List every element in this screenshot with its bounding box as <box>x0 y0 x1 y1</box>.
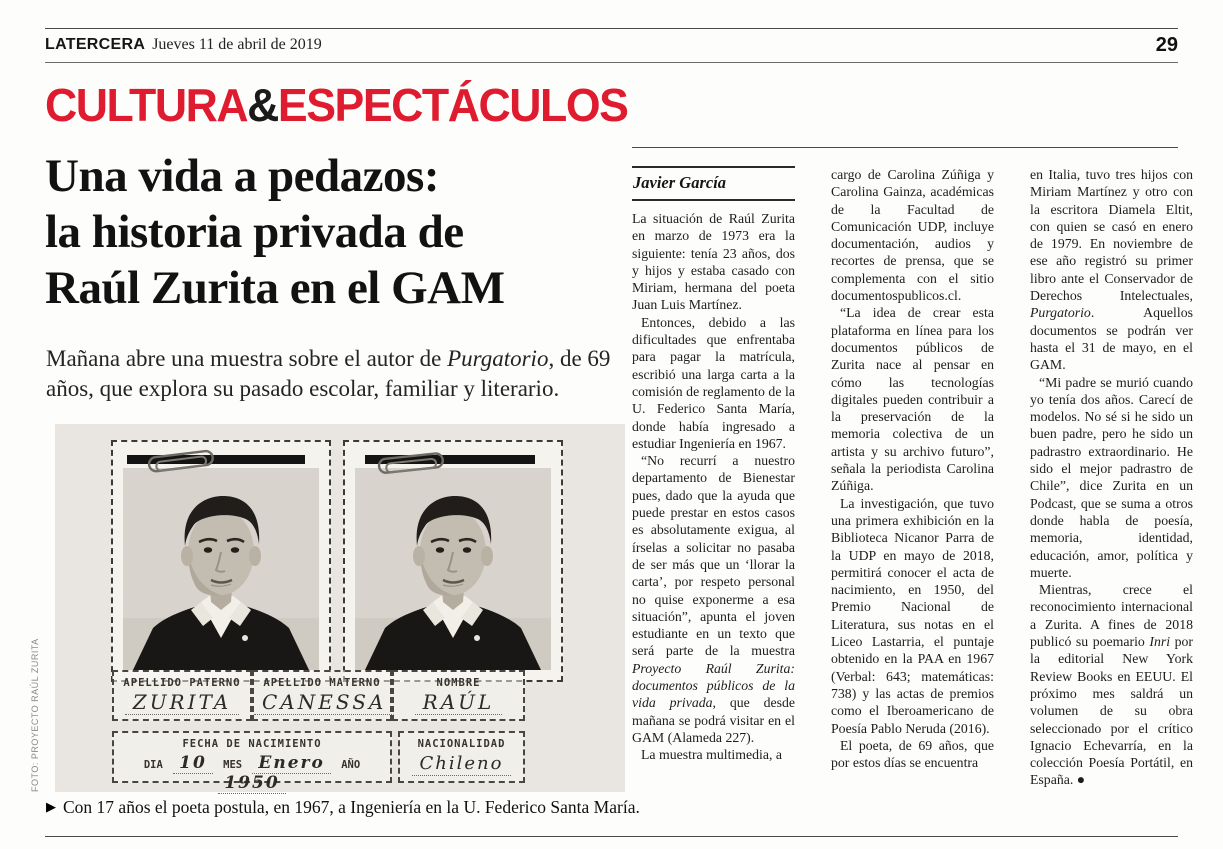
photo-caption <box>46 797 640 818</box>
article-paragraph: cargo de Carolina Zúñiga y Carolina Gainza, académicas de la Facultad de Comunicación UDP, incluye documentación, audios y recortes de prensa, que se complementa con el sitio documentospublicos.cl. <box>831 167 994 304</box>
section-title-part1: CULTURA <box>45 79 248 131</box>
form-field-apellido-paterno <box>112 670 252 721</box>
field-value-handwritten: ZURITA <box>125 691 239 715</box>
field-label: NACIONALIDAD <box>417 738 506 750</box>
form-field-fecha-nacimiento <box>112 731 392 793</box>
article-paragraph: La investigación, que tuvo una primera exhibición en la Biblioteca Nicanor Parra de la UDP en mayo de 2018, permitirá conocer el acta de nacimiento, en 1950, del Premio Nacional de Literatura, sus notas en el Liceo Lastarria, el puntaje obtenido en la PAA en 1967 (Verbal: 643; matemáticas: 738) y las actas de premios como el Iberoamericano de Poesía Pablo Neruda (2016). <box>831 495 994 736</box>
dob-month-label: MES <box>223 759 243 771</box>
zurita-portrait-right <box>355 468 551 670</box>
article-paragraph: Entonces, debido a las dificultades que enfrentaba para pagar la matrícula, escribió una larga carta a la comisión de reglamento de la U. Federico Santa María, donde había ingresado a estudiar Ingeniería en 1967. <box>632 314 795 451</box>
id-photo-right <box>343 440 563 682</box>
article-paragraph: Mientras, crece el reconocimiento internacional a Zurita. A fines de 2018 publicó su poemario Inri por la editorial New York Review Books en EEUU. El próximo mes saldrá un volumen de su obra seleccionado por el crítico Ignacio Echevarría, en la colección Poesía Portátil, en España. ● <box>1030 582 1193 788</box>
dob-month-value: Enero <box>252 754 330 774</box>
field-value-handwritten: Chileno <box>412 752 512 776</box>
article-top-rule <box>632 147 1178 148</box>
column-3-text <box>1030 166 1193 789</box>
headline-line-3: Raúl Zurita en el GAM <box>45 262 505 314</box>
masthead-bottom-rule <box>45 62 1178 63</box>
newspaper-brand: LATERCERA <box>45 36 146 53</box>
field-value-handwritten: CANESSA <box>254 691 394 715</box>
headline-line-1: Una vida a pedazos: <box>45 150 439 202</box>
article-column-3 <box>1030 166 1193 822</box>
form-field-nombre <box>392 670 525 721</box>
zurita-portrait-left <box>123 468 319 670</box>
section-title-part2: ESPECTÁCULOS <box>277 79 628 131</box>
byline-rule-bottom <box>632 199 795 201</box>
field-label: APELLIDO MATERNO <box>263 677 381 689</box>
caption-text: Con 17 años el poeta postula, en 1967, a Ingeniería en la U. Federico Santa María. <box>63 797 640 817</box>
section-title-ampersand: & <box>247 79 278 131</box>
article-paragraph: en Italia, tuvo tres hijos con Miriam Martínez y otro con la escritora Diamela Eltit, con quien se casó en enero de 1979. En noviembre de ese año registró su primer libro ante el Conservador de Derechos Intelectuales, Purgatorio. Aquellos documentos se podrán ver hasta el 31 de mayo, en el GAM. <box>1030 167 1193 373</box>
form-field-apellido-materno <box>252 670 392 721</box>
field-value-handwritten: RAÚL <box>415 691 503 715</box>
article-paragraph: La muestra multimedia, a <box>641 747 782 763</box>
field-label: NOMBRE <box>436 677 481 689</box>
section-title <box>45 78 627 132</box>
bottom-rule <box>45 836 1178 837</box>
photo-credit: FOTO: PROYECTO RAÚL ZURITA <box>30 638 40 792</box>
page-number: 29 <box>1155 34 1178 56</box>
article-paragraph: “Mi padre se murió cuando yo tenía dos años. Carecí de modelos. No sé si he sido un buen padre, pero he sido un padrastro extraordinario. He sido el mejor padrastro de Chile”, dice Zurita en un Podcast, que se suma a otros donde habla de poesía, memoria, identidad, educación, amor, política y muerte. <box>1030 374 1193 580</box>
dob-year-value: 1950 <box>218 774 285 794</box>
article-paragraph: “No recurrí a nuestro departamento de Bienestar pues, dado que la ayuda que puede prestar en estos casos es absolutamente exigua, al írselas a solicitar no pasaba de ser más que un ‘llorar la carta’, por respeto personal no quise exponerme a esa situación”, apunta el joven estudiante en un texto que será parte de la muestra Proyecto Raúl Zurita: documentos públicos de la vida privada, que desde mañana se podrá visitar en el GAM (Alameda 227). <box>632 453 795 745</box>
dob-year-label: AÑO <box>341 759 361 771</box>
dob-day-value: 10 <box>173 754 213 774</box>
field-label: APELLIDO PATERNO <box>123 677 241 689</box>
id-photo-left <box>111 440 331 682</box>
article-paragraph: El poeta, de 69 años, que por estos días se encuentra <box>831 737 994 771</box>
article-paragraph: La situación de Raúl Zurita en marzo de 1973 era la siguiente: tenía 23 años, dos y hijos y estaba casado con Miriam, hermana del poeta Juan Luis Martínez. <box>632 211 795 313</box>
headline-line-2: la historia privada de <box>45 206 464 258</box>
byline-block <box>632 166 795 201</box>
archive-photo <box>55 424 625 792</box>
field-label: FECHA DE NACIMIENTO <box>182 738 322 750</box>
article-column-2 <box>831 166 994 822</box>
top-rule <box>45 28 1178 29</box>
article-subhead: Mañana abre una muestra sobre el autor de Purgatorio, de 69 años, que explora su pasado escolar, familiar y literario. <box>46 346 611 401</box>
masthead <box>45 36 1178 54</box>
article-paragraph: “La idea de crear esta plataforma en línea para los documentos públicos de Zurita nace al pensar en cómo las tecnologías digitales pueden contribuir a la preservación de la memoria colectiva de un artista y su archivo futuro”, señala la periodista Carolina Zúñiga. <box>831 305 994 494</box>
byline-author: Javier García <box>633 173 727 192</box>
dob-line <box>114 754 390 794</box>
article-headline <box>45 148 635 316</box>
edition-date: Jueves 11 de abril de 2019 <box>152 36 322 53</box>
caption-triangle-icon: ▶ <box>46 799 56 814</box>
article-column-1 <box>632 166 795 822</box>
column-2-text <box>831 166 994 771</box>
dob-day-label: DIA <box>143 759 163 771</box>
form-field-nacionalidad <box>398 731 525 783</box>
column-1-text <box>632 210 795 764</box>
